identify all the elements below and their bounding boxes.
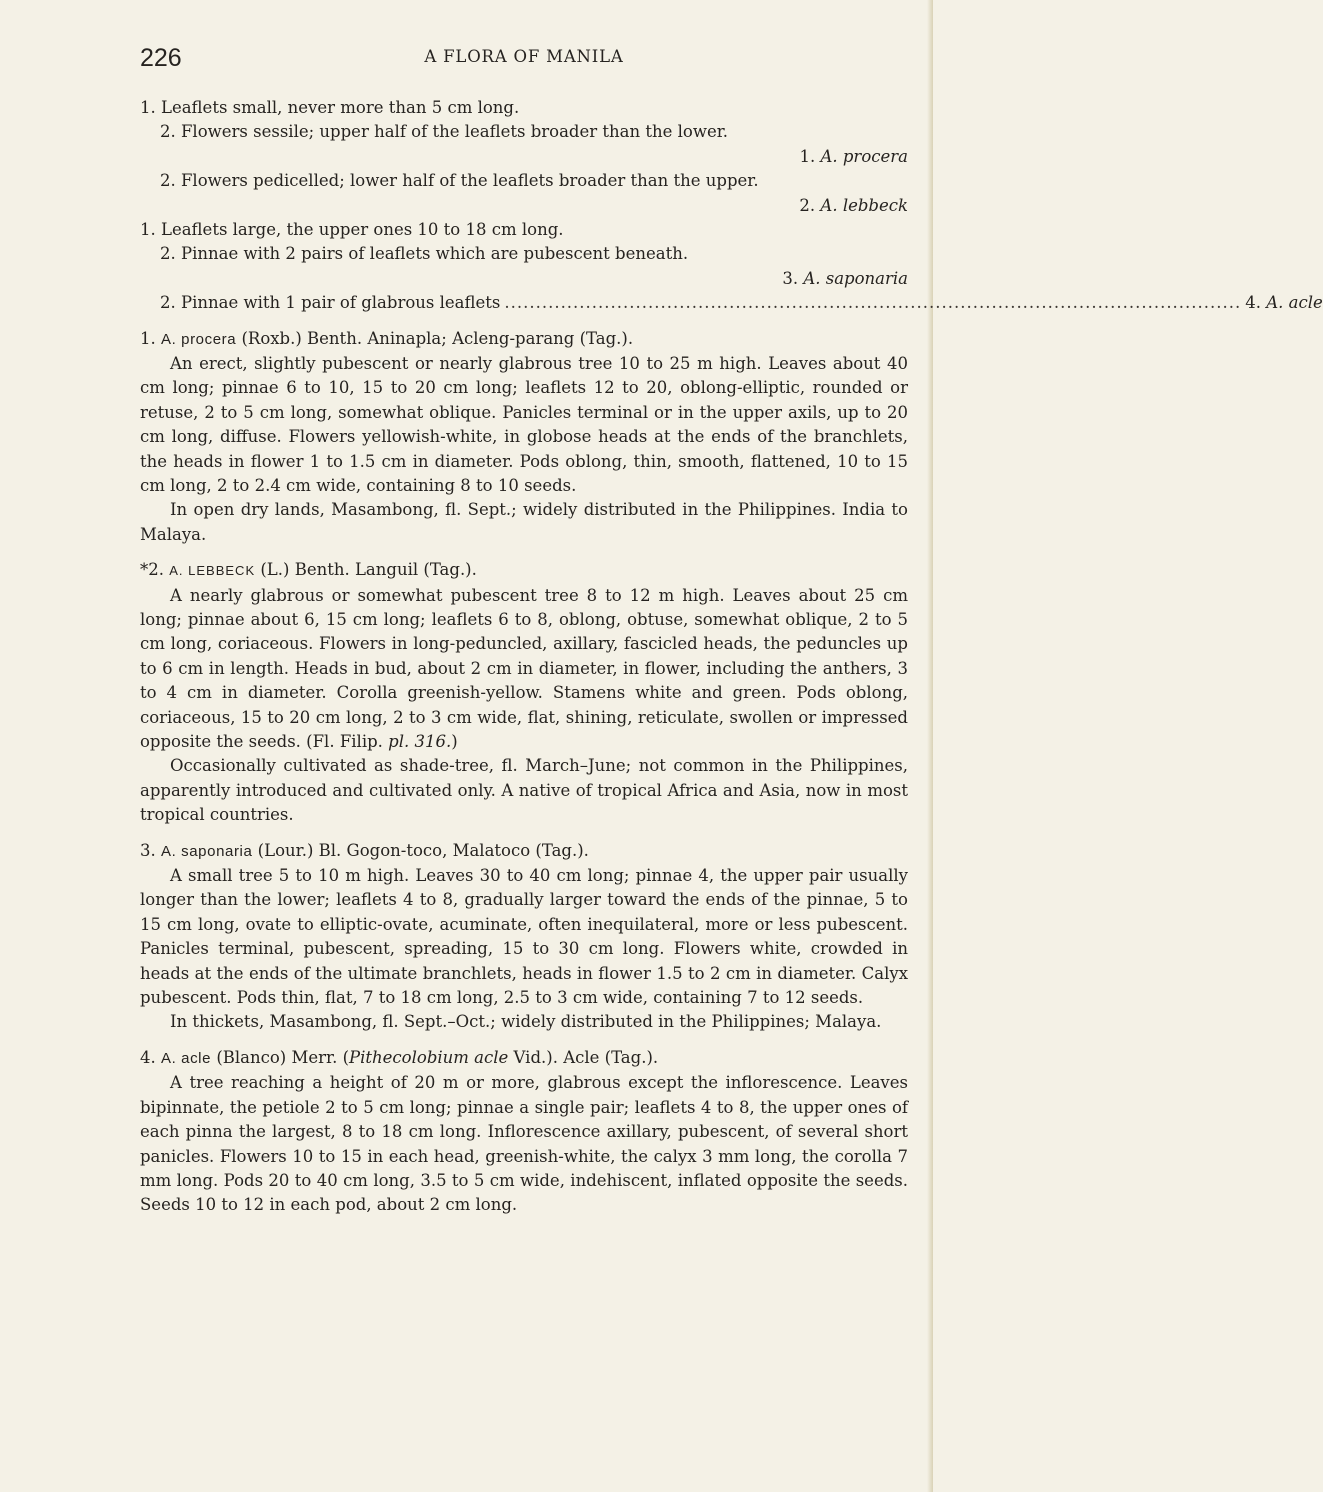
species-entry: [140, 558, 908, 827]
species-habitat: In open dry lands, Masambong, fl. Sept.; widely distributed in the Philippines. India to Malaya.: [140, 500, 908, 544]
page-edge-shadow: [927, 0, 933, 1492]
species-entry: [140, 1046, 908, 1218]
synonym-name: Pithecolobium acle: [349, 1047, 509, 1067]
species-description: A small tree 5 to 10 m high. Leaves 30 to 40 cm long; pinnae 4, the upper pair usually longer than the lower; leaflets 4 to 8, gradually larger toward the ends of the pinnae, 5 to 15 cm long, ovate to elliptic-ovate, acuminate, often inequilateral, more or less pubescent. Panicles terminal, pubescent, spreading, 15 to 30 cm long. Flowers white, crowded in heads at the ends of the ultimate branchlets, heads in flower 1.5 to 2 cm in diameter. Calyx pubescent. Pods thin, flat, 7 to 18 cm long, 2.5 to 3 cm wide, containing 7 to 12 seeds.: [140, 866, 908, 1008]
running-title: A FLORA OF MANILA: [424, 47, 624, 66]
page-body: [140, 96, 1323, 1218]
key-line: 1. Leaflets large, the upper ones 10 to 18 cm long.: [140, 219, 564, 239]
key-result: [1245, 291, 1323, 315]
key-result-number: 3.: [782, 268, 799, 288]
species-number: *2.: [140, 560, 164, 580]
key-result-number: 2.: [799, 195, 816, 215]
key-leader-dots: ......................................................................................................................: [504, 293, 1242, 313]
page-header: [140, 44, 908, 78]
species-name: A. acle: [161, 1049, 212, 1067]
species-habitat: In thickets, Masambong, fl. Sept.–Oct.; widely distributed in the Philippines; Malaya.: [170, 1012, 882, 1032]
species-entry: [140, 839, 908, 1035]
key-line: 2. Flowers sessile; upper half of the leaflets broader than the lower.: [160, 122, 729, 142]
key-line-text: 2. Pinnae with 1 pair of glabrous leaflets: [160, 293, 501, 313]
identification-key: [140, 96, 1323, 316]
key-line: [140, 291, 1323, 315]
key-result: [140, 267, 908, 291]
species-common-names: Gogon-toco, Malatoco (Tag.).: [346, 840, 589, 860]
species-name: A. saponaria: [161, 842, 253, 860]
species-common-names: Languil (Tag.).: [354, 560, 477, 580]
species-authority: (L.) Benth.: [260, 560, 350, 580]
synonym-authority: Vid.).: [513, 1047, 558, 1067]
species-number: 3.: [140, 840, 156, 860]
species-authority: (Lour.) Bl.: [257, 840, 342, 860]
species-name: A. procera: [161, 330, 237, 348]
description-text: A nearly glabrous or somewhat pubescent tree 8 to 12 m high. Leaves about 25 cm long; pinnae about 6, 15 cm long; leaflets 6 to 8, oblong, obtuse, somewhat oblique, 2 to 5 cm long, coriaceous. Flowers in long-peduncled, axillary, fascicled heads, the peduncles up to 6 cm in length. Heads in bud, about 2 cm in diameter, in flower, including the anthers, 3 to 4 cm in diameter. Corolla greenish-yellow. Stamens white and green. Pods oblong, coriaceous, 15 to 20 cm long, 2 to 3 cm wide, flat, shining, reticulate, swollen or impressed opposite the seeds. (Fl. Filip.: [140, 585, 908, 752]
key-result-name: A. saponaria: [803, 268, 908, 288]
species-common-names: Aninapla; Acleng-parang (Tag.).: [367, 328, 634, 348]
species-habitat: Occasionally cultivated as shade-tree, fl. March–June; not common in the Philippines, apparently introduced and cultivated only. A native of tropical Africa and Asia, now in most tropical countries.: [140, 756, 908, 825]
species-authority: (Roxb.) Benth.: [241, 328, 363, 348]
species-description: [140, 584, 908, 755]
species-heading: [140, 558, 908, 583]
species-heading: [140, 1046, 908, 1071]
species-heading: [140, 327, 908, 352]
key-result-number: 1.: [799, 146, 816, 166]
species-common-names: Acle (Tag.).: [563, 1047, 659, 1067]
species-description: An erect, slightly pubescent or nearly glabrous tree 10 to 25 m high. Leaves about 40 cm long; pinnae 6 to 10, 15 to 20 cm long; leaflets 12 to 20, oblong-elliptic, rounded or retuse, 2 to 5 cm long, somewhat oblique. Panicles terminal or in the upper axils, up to 20 cm long, diffuse. Flowers yellowish-white, in globose heads at the ends of the branchlets, the heads in flower 1 to 1.5 cm in diameter. Pods oblong, thin, smooth, flattened, 10 to 15 cm long, 2 to 2.4 cm wide, containing 8 to 10 seeds.: [140, 353, 908, 495]
page-number: 226: [140, 44, 182, 72]
species-description: A tree reaching a height of 20 m or more, glabrous except the inflorescence. Leaves bipinnate, the petiole 2 to 5 cm long; pinnae a single pair; leaflets 4 to 8, the upper ones of each pinna the largest, 8 to 18 cm long. Inflorescence axillary, pubescent, of several short panicles. Flowers 10 to 15 in each head, greenish-white, the calyx 3 mm long, the corolla 7 mm long. Pods 20 to 40 cm long, 3.5 to 5 cm wide, indehiscent, inflated opposite the seeds. Seeds 10 to 12 in each pod, about 2 cm long.: [140, 1073, 908, 1215]
species-synonym: [343, 1048, 558, 1067]
key-result-name: A. procera: [820, 146, 908, 166]
species-number: 4.: [140, 1047, 156, 1067]
key-line: 1. Leaflets small, never more than 5 cm long.: [140, 98, 520, 117]
species-authority: (Blanco) Merr.: [216, 1047, 338, 1067]
species-heading: [140, 839, 908, 864]
synonym-paren: (: [342, 1047, 350, 1067]
key-line: 2. Flowers pedicelled; lower half of the leaflets broader than the upper.: [160, 171, 759, 191]
plate-reference: pl. 316.: [388, 732, 452, 752]
description-close: ): [451, 732, 458, 752]
key-line: 2. Pinnae with 2 pairs of leaflets which are pubescent beneath.: [160, 244, 689, 264]
species-number: 1.: [140, 328, 156, 348]
key-result: [140, 145, 908, 169]
key-result: [140, 194, 908, 218]
key-result-number: 4.: [1245, 293, 1262, 313]
key-result-name: A. lebbeck: [820, 195, 908, 215]
species-name: A. LEBBECK: [169, 563, 256, 579]
key-result-name: A. acle: [1266, 293, 1323, 313]
species-entry: [140, 327, 908, 548]
